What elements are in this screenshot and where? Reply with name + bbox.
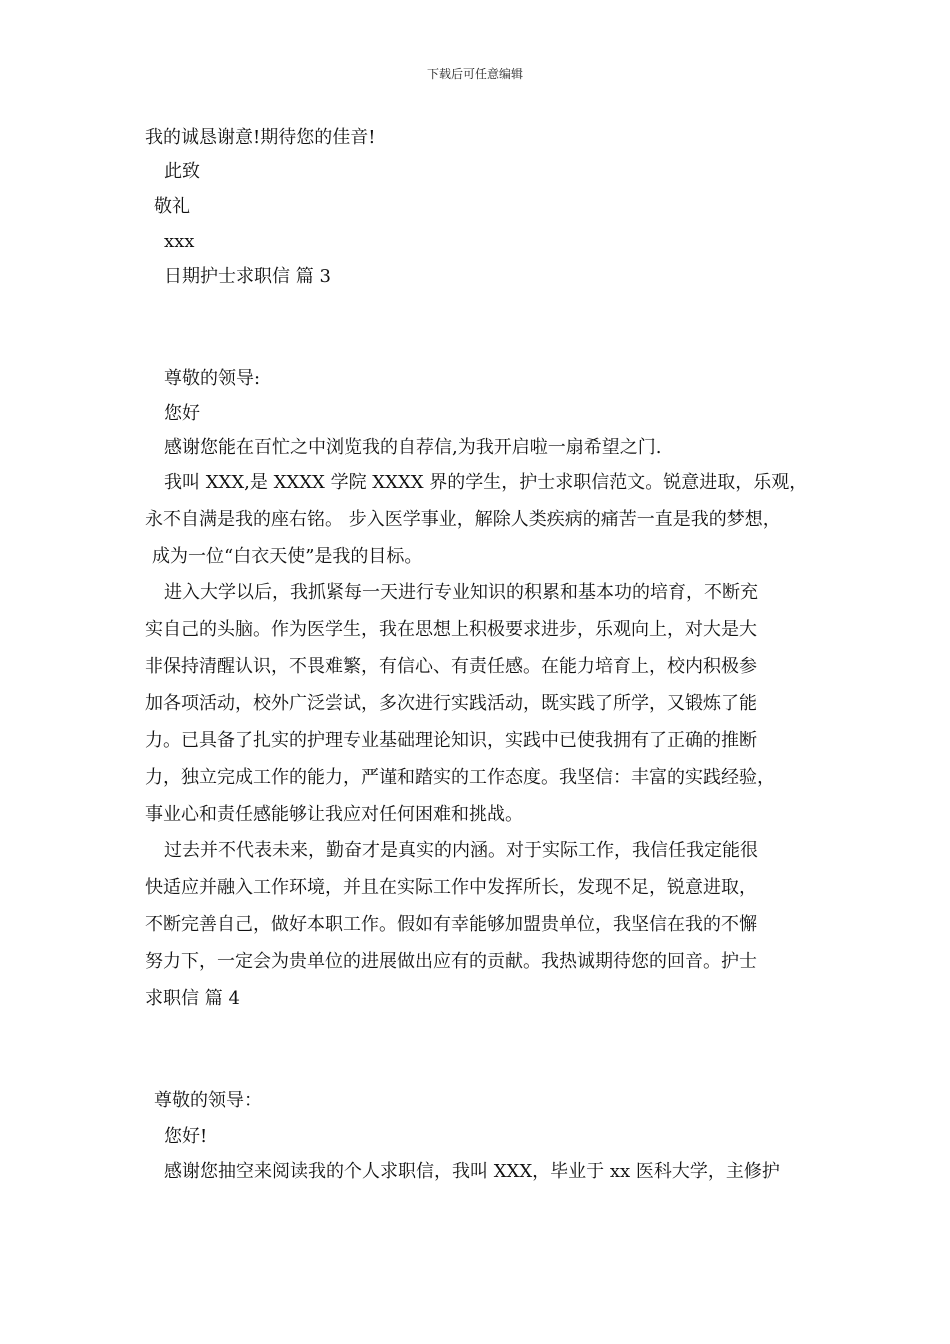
text-line: 过去并不代表未来，勤奋才是真实的内涵。对于实际工作，我信任我定能很: [164, 840, 758, 861]
text-line: 不断完善自己，做好本职工作。假如有幸能够加盟贵单位，我坚信在我的不懈: [145, 914, 757, 935]
text-line: 实自己的头脑。作为医学生，我在思想上积极要求进步，乐观向上，对大是大: [145, 619, 757, 640]
page-header: 下载后可任意编辑: [426, 67, 523, 81]
text-line: 此致: [164, 161, 200, 182]
text-line: xxx: [164, 231, 195, 252]
text-line: 我的诚恳谢意!期待您的佳音!: [145, 127, 376, 148]
greeting: 您好!: [164, 1126, 208, 1147]
text-line: 事业心和责任感能够让我应对任何困难和挑战。: [145, 804, 523, 825]
salutation: 尊敬的领导：: [154, 1090, 262, 1111]
text-line: 感谢您抽空来阅读我的个人求职信，我叫 XXX，毕业于 xx 医科大学，主修护: [164, 1161, 780, 1182]
text-line: 进入大学以后，我抓紧每一天进行专业知识的积累和基本功的培育，不断充: [164, 582, 758, 603]
salutation: 尊敬的领导:: [164, 368, 261, 389]
section-heading: 求职信 篇 4: [145, 988, 240, 1009]
text-line: 力，独立完成工作的能力，严谨和踏实的工作态度。我坚信：丰富的实践经验，: [145, 767, 775, 788]
text-line: 感谢您能在百忙之中浏览我的自荐信,为我开启啦一扇希望之门.: [164, 437, 662, 458]
text-line: 非保持清醒认识，不畏难繁，有信心、有责任感。在能力培育上，校内积极参: [145, 656, 757, 677]
text-line: 快适应并融入工作环境，并且在实际工作中发挥所长，发现不足，锐意进取，: [145, 877, 757, 898]
text-line: 永不自满是我的座右铭。 步入医学事业，解除人类疾病的痛苦一直是我的梦想，: [145, 509, 781, 530]
section-heading: 日期护士求职信 篇 3: [164, 266, 331, 287]
text-line: 敬礼: [154, 196, 190, 217]
text-line: 努力下，一定会为贵单位的进展做出应有的贡献。我热诚期待您的回音。护士: [145, 951, 757, 972]
text-line: 成为一位“白衣天使”是我的目标。: [152, 546, 423, 567]
text-line: 加各项活动，校外广泛尝试，多次进行实践活动，既实践了所学，又锻炼了能: [145, 693, 757, 714]
text-line: 力。已具备了扎实的护理专业基础理论知识，实践中已使我拥有了正确的推断: [145, 730, 757, 751]
text-line: 我叫 XXX,是 XXXX 学院 XXXX 界的学生，护士求职信范文。锐意进取，乐观，: [164, 472, 808, 493]
greeting: 您好: [164, 403, 200, 424]
